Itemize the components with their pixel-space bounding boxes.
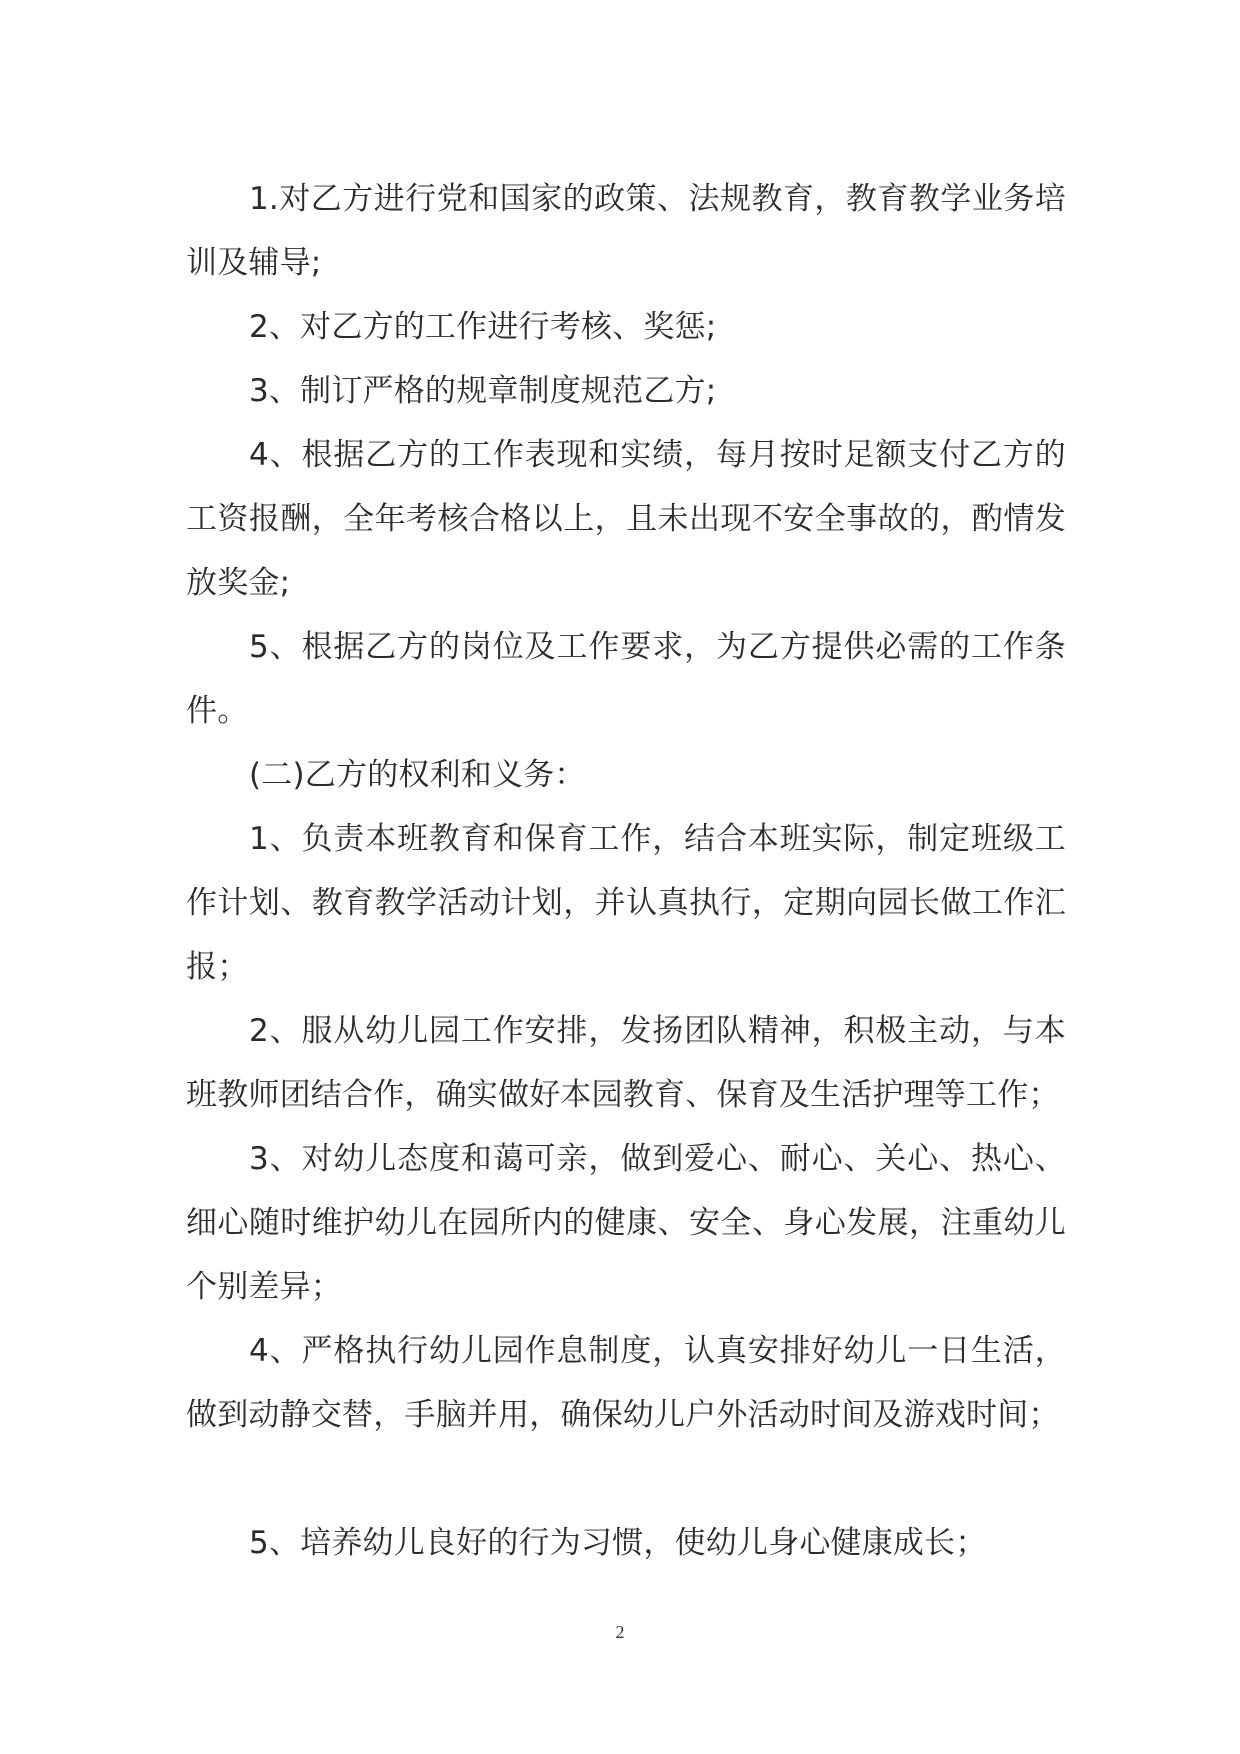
paragraph-class-education-duty: 1、负责本班教育和保育工作，结合本班实际，制定班级工作计划、教育教学活动计划，并认真执行，定期向园长做工作汇报；	[186, 821, 1066, 985]
page-number: 2	[615, 1622, 625, 1642]
paragraph-party-policy-training: 1.对乙方进行党和国家的政策、法规教育，教育教学业务培训及辅导;	[186, 181, 1066, 281]
document-body	[186, 167, 1066, 1575]
paragraph-assessment-rewards: 2、对乙方的工作进行考核、奖惩;	[249, 309, 717, 345]
paragraph-working-conditions: 5、根据乙方的岗位及工作要求，为乙方提供必需的工作条件。	[186, 629, 1066, 729]
paragraph-rules-regulations: 3、制订严格的规章制度规范乙方;	[249, 373, 717, 409]
paragraph-child-care-attitude: 3、对幼儿态度和蔼可亲，做到爱心、耐心、关心、热心、细心随时维护幼儿在园所内的健康、安全、身心发展，注重幼儿个别差异；	[186, 1141, 1066, 1305]
paragraph-teamwork-duty: 2、服从幼儿园工作安排，发扬团队精神，积极主动，与本班教师团结合作，确实做好本园教育、保育及生活护理等工作；	[186, 1013, 1066, 1113]
paragraph-daily-schedule: 4、严格执行幼儿园作息制度，认真安排好幼儿一日生活，做到动静交替，手脑并用，确保幼儿户外活动时间及游戏时间；	[186, 1333, 1066, 1433]
section-heading-party-b-rights: (二)乙方的权利和义务：	[249, 757, 586, 793]
paragraph-good-habits: 5、培养幼儿良好的行为习惯，使幼儿身心健康成长；	[249, 1525, 987, 1561]
paragraph-salary-bonus: 4、根据乙方的工作表现和实绩，每月按时足额支付乙方的工资报酬，全年考核合格以上，且未出现不安全事故的，酌情发放奖金;	[186, 437, 1066, 601]
